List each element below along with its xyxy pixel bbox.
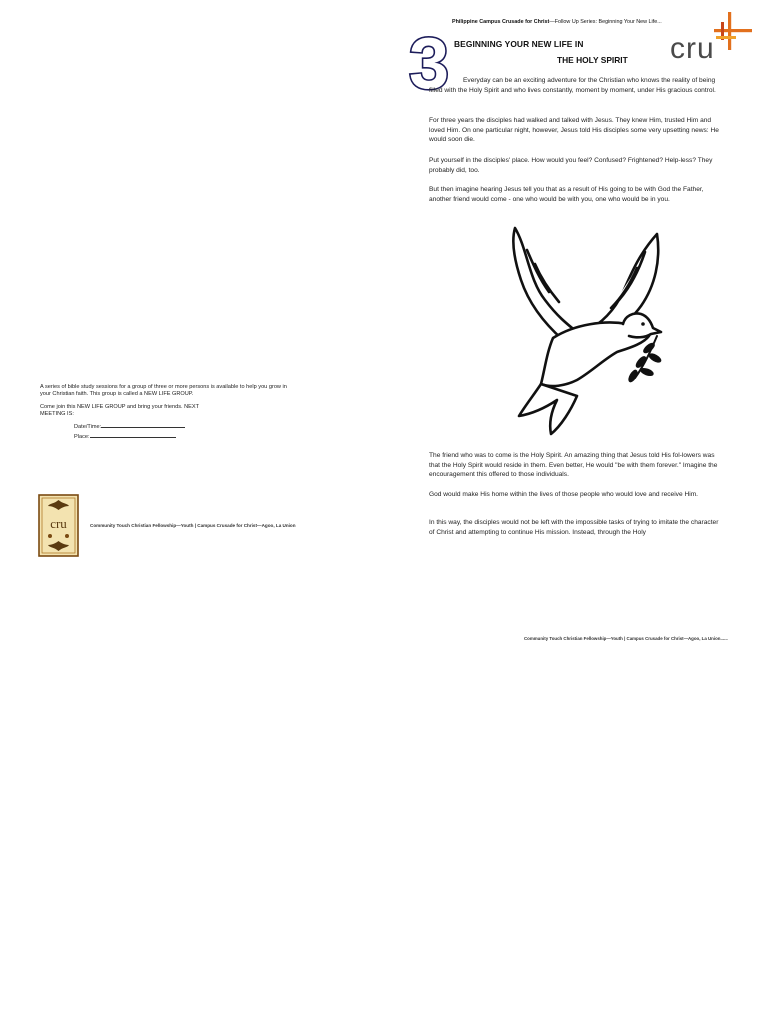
cru-logo bbox=[668, 10, 756, 64]
left-page-footer: Community Touch Christian Fellowship—Youth | Campus Crusade for Christ—Agoo, La Union bbox=[90, 523, 296, 528]
badge-text: cru bbox=[50, 516, 67, 531]
header-series: —Follow Up Series: Beginning Your New Life... bbox=[549, 19, 662, 25]
page-footer: Community Touch Christian Fellowship—Youth | Campus Crusade for Christ—Agoo, La Union...... bbox=[524, 636, 728, 641]
date-blank bbox=[101, 422, 185, 428]
place-label: Place: bbox=[74, 434, 90, 440]
paragraph-disciples-place: Put yourself in the disciples' place. How would you feel? Confused? Frightened? Help-less? They probably did, too. bbox=[429, 157, 713, 174]
lesson-title-line1: BEGINNING YOUR NEW LIFE IN bbox=[454, 39, 584, 49]
header-org: Philippine Campus Crusade for Christ bbox=[452, 19, 550, 25]
cru-logo-text: cru bbox=[670, 32, 715, 65]
paragraph-another-friend: But then imagine hearing Jesus tell you that as a result of His going to be with God the Father, another friend would come - one who would be with you, one who would be in you. bbox=[429, 186, 704, 203]
paragraph-in-this-way: In this way, the disciples would not be left with the impossible tasks of trying to imitate the character of Christ and attempting to continue His mission. Instead, through the Holy bbox=[429, 519, 719, 536]
paragraph-holy-spirit: The friend who was to come is the Holy Spirit. An amazing thing that Jesus told His fol-lowers was that the Holy Spirit would reside in them. Even better, He would "be with them forever." Imagine the encouragement this offered to those individuals. bbox=[429, 452, 718, 479]
lesson-number-text: 3 bbox=[408, 24, 450, 104]
paragraph-home-within: God would make His home within the lives of those people who would love and receive Him. bbox=[429, 491, 699, 498]
lesson-title-line2: THE HOLY SPIRIT bbox=[557, 55, 628, 65]
paragraph-intro: Everyday can be an exciting adventure for the Christian who knows the reality of being filled with the Holy Spirit and who lives constantly, moment by moment, under His gracious control. bbox=[429, 77, 716, 94]
new-life-group-invite: Come join this NEW LIFE GROUP and bring your friends. NEXT MEETING IS: bbox=[40, 404, 199, 417]
cru-badge-logo bbox=[38, 494, 79, 557]
meeting-date-field bbox=[74, 422, 185, 430]
paragraph-three-years: For three years the disciples had walked and talked with Jesus. They knew Him, trusted Him and loved Him. On one particular night, however, Jesus told His disciples some very upsetting news: He would soon die. bbox=[429, 117, 719, 144]
place-blank bbox=[90, 432, 176, 438]
meeting-place-field bbox=[74, 432, 176, 440]
new-life-group-intro: A series of bible study sessions for a group of three or more persons is available to help you grow in your Christian faith. This group is called a NEW LIFE GROUP. bbox=[40, 384, 287, 397]
date-label: Date/Time: bbox=[74, 424, 102, 430]
dove-illustration bbox=[505, 220, 675, 442]
